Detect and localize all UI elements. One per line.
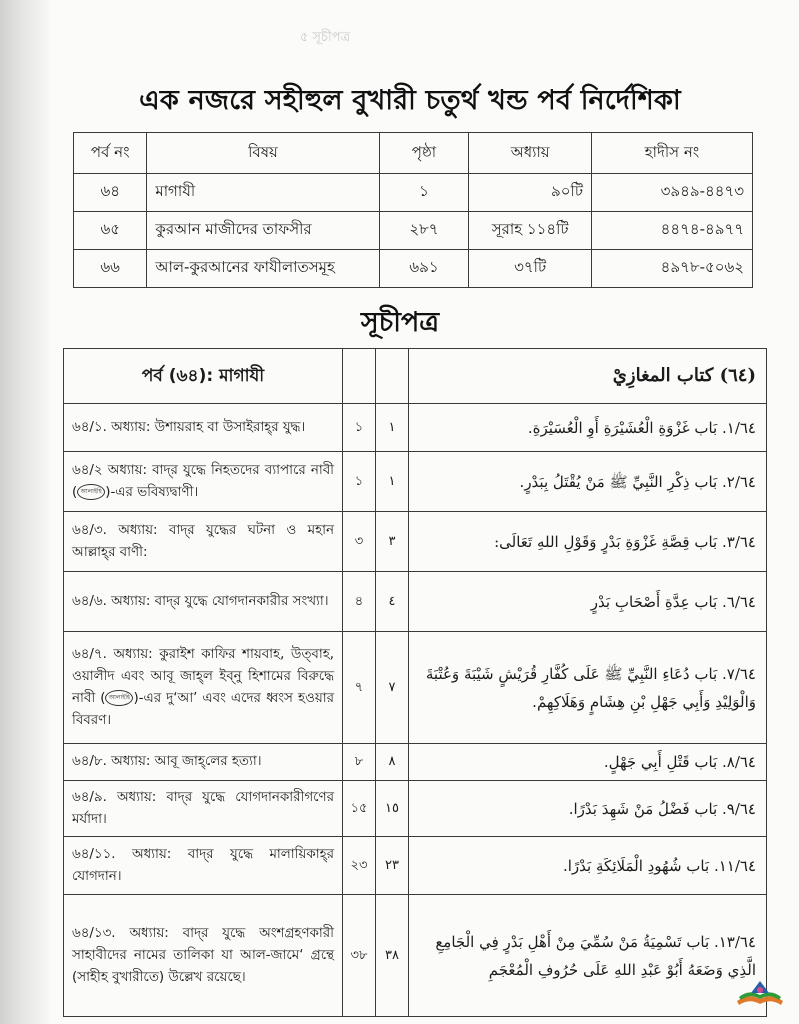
part-no: ৬৪ [74,174,147,212]
chapter-title-text: ৬৪/২ অধ্যায়: বাদ্‌র যুদ্ধে নিহতদের ব্যাপারে নাবী [72,462,334,478]
chapter-count: ৯০টি [469,174,592,212]
overview-row [74,250,753,288]
chapter-title-bengali: ৬৪/৯. অধ্যায়: বাদ্‌র যুদ্ধে যোগদানকারীগণের মর্যাদা। [64,781,343,837]
toc-title: সূচীপত্র [360,307,440,338]
chapter-title-bengali: ৬৪/১১. অধ্যায়: বাদ্‌র যুদ্ধে মালায়িকাহ্‌র যোগদান। [64,837,343,895]
toc-row [64,744,767,781]
page-number-bengali: ২৩ [343,837,376,895]
chapter-count: ৩৭টি [469,250,592,288]
page-number-bengali: ৩৮ [343,895,376,1017]
page-number-bengali: ৩ [343,512,376,572]
page-number-bengali: ১ [343,404,376,452]
toc-header-page-ar [376,349,409,404]
page-number-bengali: ১৫ [343,781,376,837]
salutation-seal-icon: আলাইহি [105,690,133,706]
hadith-range: ৩৯৪৯-৪৪৭৩ [592,174,753,212]
chapter-title-arabic: ٢/٦٤. بَاب ذِكْرِ النَّبِيِّ ﷺ مَنْ يُقْتَلُ بِبَدْرٍ. [409,452,767,512]
overview-header-row [74,133,753,174]
toc-header-bengali: পর্ব (৬৪): মাগাযী [64,349,343,404]
chapter-count: সূরাহ ১১৪টি [469,212,592,250]
chapter-title-arabic: ٣/٦٤. بَاب قِصَّةِ غَزْوَةِ بَدْرٍ وَقَوْلِ اللهِ تَعَالَى: [409,512,767,572]
toc-row [64,837,767,895]
overview-row [74,212,753,250]
running-head-bleedthrough: ৫ সূচীপত্র [299,30,351,45]
toc-header-arabic: (٦٤) كتاب المغازِيْ [409,349,767,404]
chapter-title-arabic: ١١/٦٤. بَاب شُهُودِ الْمَلَائِكَةِ بَدْرًا. [409,837,767,895]
page-number-arabic: ٨ [376,744,409,781]
page-no: ১ [379,174,469,212]
hadith-range: ৪৯৭৮-৫০৬২ [592,250,753,288]
page-number-arabic: ١٥ [376,781,409,837]
chapter-title-arabic: ٩/٦٤. بَاب فَضْلُ مَنْ شَهِدَ بَدْرًا. [409,781,767,837]
page-number-arabic: ٤ [376,572,409,632]
chapter-title-arabic: ١٣/٦٤. بَاب تَسْمِيَةُ مَنْ سُمِّيَ مِنْ أَهْلِ بَدْرٍ فِي الْجَامِعِ الَّذِي وَضَعَهُ أَبُوْ عَبْدِ اللهِ عَلَى حُرُوفِ الْمُعْجَمِ [409,895,767,1017]
toc-row [64,572,767,632]
toc-row [64,512,767,572]
toc-row [64,781,767,837]
page-number-arabic: ١ [376,404,409,452]
chapter-title-arabic: ٧/٦٤. بَاب دُعَاءِ النَّبِيِّ ﷺ عَلَى كُفَّارِ قُرَيْشٍ شَيْبَةَ وَعُتْبَةَ وَالْوَلِيْدِ وَأَبِي جَهْلِ بْنِ هِشَامٍ وَهَلَاكِهِمْ. [409,632,767,744]
toc-header-row [64,349,767,404]
header-chapters: অধ্যায় [469,133,592,174]
overview-row [74,174,753,212]
chapter-title-bengali: ৬৪/২ অধ্যায়: বাদ্‌র যুদ্ধে নিহতদের ব্যাপারে নাবী ( আলাইহি )-এর ভবিষ্যদ্বাণী। [64,452,343,512]
toc-row [64,452,767,512]
page-number-arabic: ٣٨ [376,895,409,1017]
toc-row [64,404,767,452]
chapter-title-bengali: ৬৪/৮. অধ্যায়: আবূ জাহ্‌লের হত্যা। [64,744,343,781]
chapter-title-text: -এর ভবিষ্যদ্বাণী। [110,484,199,500]
header-part-no: পর্ব নং [74,133,147,174]
chapter-title-bengali: ৬৪/১৩. অধ্যায়: বাদ্‌র যুদ্ধে অংশগ্রহণকারী সাহাবীদের নামের তালিকা যা আল-জামে‘ গ্রন্থে (সাহীহ বুখারীতে) উল্লেখ রয়েছে। [64,895,343,1017]
publisher-logo-icon [735,975,785,1007]
chapter-title-arabic: ٨/٦٤. بَاب قَتْلِ أَبِي جَهْلٍ. [409,744,767,781]
page-number-bengali: ৪ [343,572,376,632]
page-number-arabic: ٣ [376,512,409,572]
header-hadith-no: হাদীস নং [592,133,753,174]
chapter-title-bengali: ৬৪/৭. অধ্যায়: কুরাইশ কাফির শায়বাহ, উত্‌বাহ, ওয়ালীদ এবং আবূ জাহ্‌ল ইব্‌নু হিশামের বিরুদ্ধে নাবী ( আলাইহি )-এর দু‘আ’ এবং এদের ধ্বংস হওয়ার বিবরণ। [64,632,343,744]
header-page: পৃষ্ঠা [379,133,469,174]
page-no: ২৮৭ [379,212,469,250]
subject: মাগাযী [147,174,379,212]
page-no: ৬৯১ [379,250,469,288]
page-number-arabic: ١ [376,452,409,512]
chapter-title-arabic: ٦/٦٤. بَاب عِدَّةِ أَصْحَابِ بَدْرٍ [409,572,767,632]
page-number-arabic: ٧ [376,632,409,744]
subject: কুরআন মাজীদের তাফসীর [147,212,379,250]
chapter-title-arabic: ١/٦٤. بَاب غَزْوَةِ الْعُشَيْرَةِ أَوِ الْعُسَيْرَةِ. [409,404,767,452]
page-number-arabic: ٢٣ [376,837,409,895]
chapter-title-bengali: ৬৪/১. অধ্যায়: উশায়রাহ বা উসাইরাহ্‌র যুদ্ধ। [64,404,343,452]
page-number-bengali: ৮ [343,744,376,781]
page-title: এক নজরে সহীহুল বুখারী চতুর্থ খন্ড পর্ব নির্দেশিকা [139,85,681,116]
chapter-title-bengali: ৬৪/৬. অধ্যায়: বাদ্‌র যুদ্ধে যোগদানকারীর সংখ্যা। [64,572,343,632]
hadith-range: ৪৪৭৪-৪৯৭৭ [592,212,753,250]
page-number-bengali: ১ [343,452,376,512]
toc-table [63,348,767,1017]
toc-row [64,895,767,1017]
overview-table [73,132,753,288]
book-spine-shadow [0,0,52,1024]
chapter-title-text: ৬৪/৭. অধ্যায়: কুরাইশ কাফির শায়বাহ, উত্‌বাহ, ওয়ালীদ এবং আবূ জাহ্‌ল ইব্‌নু হিশামের বিরুদ্ধে নাবী [72,646,334,706]
subject: আল-কুরআনের ফাযীলাতসমূহ [147,250,379,288]
salutation-seal-icon: আলাইহি [77,484,105,500]
toc-row [64,632,767,744]
chapter-title-bengali: ৬৪/৩. অধ্যায়: বাদ্‌র যুদ্ধের ঘটনা ও মহান আল্লাহ্‌র বাণী: [64,512,343,572]
page-number-bengali: ৭ [343,632,376,744]
part-no: ৬৫ [74,212,147,250]
chapter-title-text: -এর দু‘আ’ এবং এদের ধ্বংস হওয়ার বিবরণ। [72,690,335,728]
header-subject: বিষয় [147,133,379,174]
toc-header-page-bn [343,349,376,404]
part-no: ৬৬ [74,250,147,288]
